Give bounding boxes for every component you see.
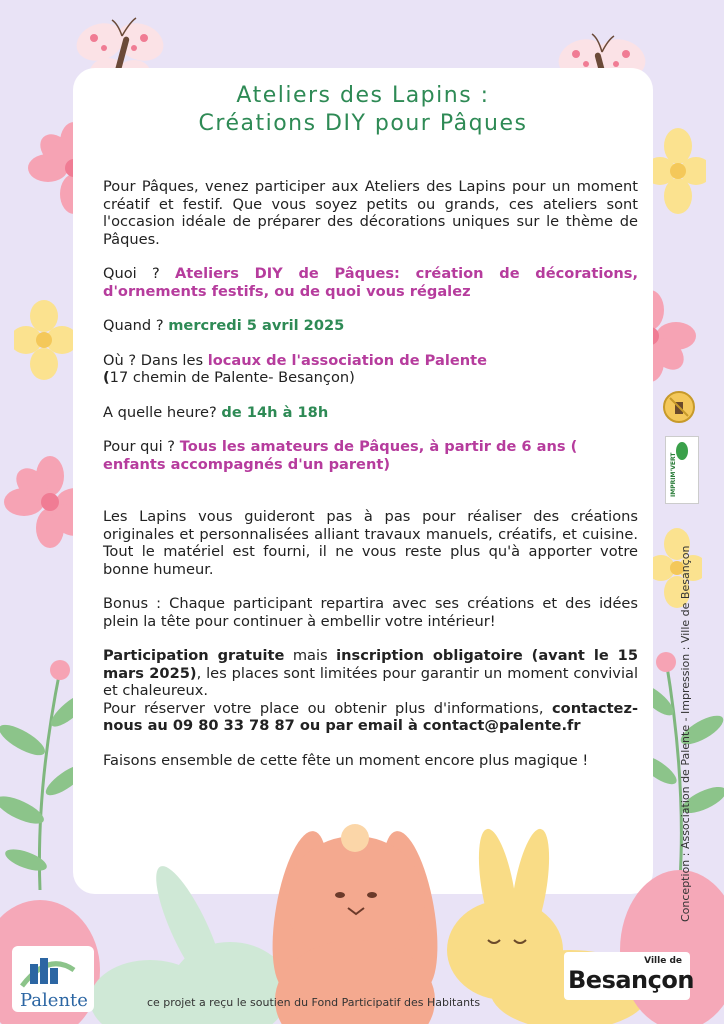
quand-label: Quand ? [103, 317, 169, 334]
imprim-vert-logo [665, 436, 699, 504]
palente-logo [12, 946, 94, 1012]
intro-paragraph: Pour Pâques, venez participer aux Ateliers des Lapins pour un moment créatif et festif. Que vous soyez petits ou grands, ces ateliers sont l'occasion idéale de préparer des décorations uniques sur le thème de Pâques. [103, 178, 638, 248]
ou-address: 17 chemin de Palente- Besançon) [109, 369, 355, 386]
quoi-line [103, 265, 638, 300]
ou-line [103, 352, 638, 387]
yellow-flower-right-mid [652, 528, 702, 608]
ou-label: Où ? Dans les [103, 351, 208, 369]
bonus-paragraph: Bonus : Chaque participant repartira avec ses créations et des idées plein la tête pour continuer à embellir votre intérieur! [103, 595, 638, 630]
title-line-2: Créations DIY pour Pâques [198, 111, 528, 136]
pour-qui-line [103, 438, 638, 473]
page-title [73, 82, 653, 138]
quand-line [103, 317, 638, 335]
participation-paragraph [103, 647, 638, 700]
quoi-label: Quoi ? [103, 265, 175, 282]
heure-label: A quelle heure? [103, 403, 222, 421]
ou-paren: ( [103, 369, 110, 386]
vertical-credit: Conception : Association de Palente - Impression : Ville de Besançon [679, 545, 692, 922]
yellow-flower-right-top [650, 128, 706, 214]
pour-qui-label: Pour qui ? [103, 438, 180, 455]
imprim-vert-label: IMPRIM'VERT [670, 452, 677, 497]
reserver-contact: contactez-nous au 09 80 33 78 87 ou par email à contact@palente.fr [103, 699, 638, 734]
quoi-value: Ateliers DIY de Pâques: création de décorations, d'ornements festifs, ou de quoi vous régalez [103, 265, 639, 300]
closing-paragraph: Faisons ensemble de cette fête un moment encore plus magique ! [103, 751, 589, 769]
reserver-paragraph [103, 700, 638, 735]
footer-support-text: ce projet a reçu le soutien du Fond Participatif des Habitants [147, 996, 481, 1009]
no-litter-icon [662, 390, 696, 424]
pour-qui-value: Tous les amateurs de Pâques, à partir de 6 ans ( enfants accompagnés d'un parent) [103, 438, 578, 473]
yellow-flower-left-mid [14, 300, 74, 380]
ou-value: locaux de l'association de Palente [207, 351, 487, 369]
body-text [103, 178, 638, 786]
besancon-logo [564, 952, 694, 1000]
quand-value: mercredi 5 avril 2025 [168, 317, 345, 334]
besancon-logo-small: Ville de [644, 956, 682, 966]
participation-free: Participation gratuite [103, 647, 285, 664]
guide-paragraph: Les Lapins vous guideront pas à pas pour réaliser des créations originales et personnalisées alliant travaux manuels, créatifs, et cuisine. Tout le matériel est fourni, il ne vous reste plus qu'à apporter votre bonne humeur. [103, 508, 638, 578]
palente-wordmark: Palente [20, 990, 88, 1011]
palente-buildings-icon [18, 950, 78, 990]
title-line-1: Ateliers des Lapins : [236, 83, 490, 108]
heure-value: de 14h à 18h [221, 403, 329, 421]
besancon-logo-big: Besançon [568, 966, 694, 994]
participation-mais: mais [284, 647, 337, 664]
participation-inscription: inscription obligatoire (avant le 15 mars 2025) [103, 647, 638, 682]
heure-line [103, 404, 638, 422]
reserver-text: Pour réserver votre place ou obtenir plus d'informations, [103, 699, 553, 717]
participation-rest: , les places sont limitées pour garantir un moment convivial et chaleureux. [103, 664, 638, 699]
